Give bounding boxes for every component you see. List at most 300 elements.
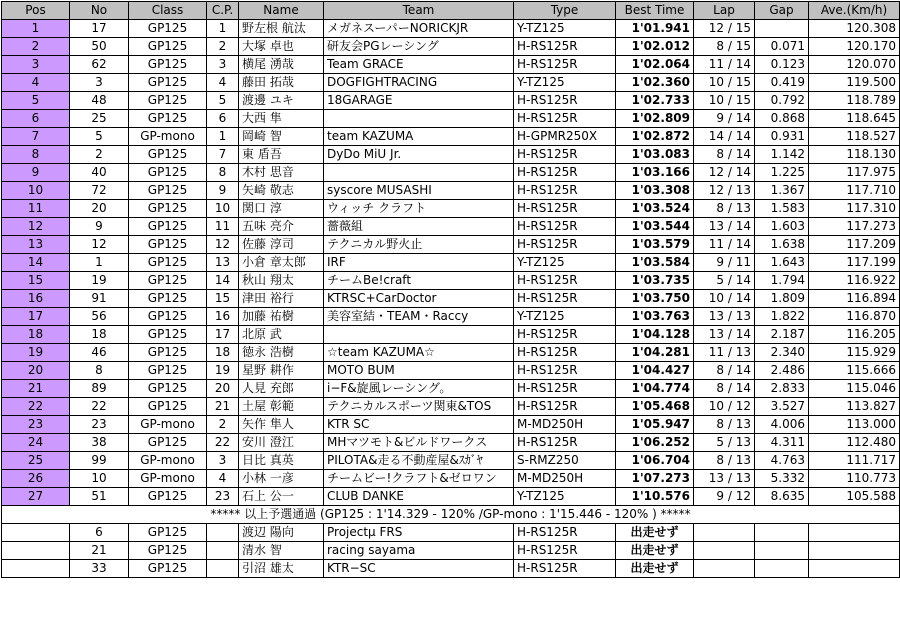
table-row (2, 110, 900, 128)
cell-no: 40 (70, 164, 129, 182)
table-row (2, 398, 900, 416)
cell-pos: 25 (2, 452, 70, 470)
cell-team: i−F&旋風レーシング。 (324, 380, 514, 398)
cell-type: H-RS125R (514, 218, 616, 236)
cell-name: 東 盾吾 (239, 146, 324, 164)
cell-ave: 105.588 (809, 488, 900, 506)
cell-cp: 9 (207, 182, 239, 200)
cell-best-time: 1'03.083 (616, 146, 694, 164)
cell-lap: 8 / 13 (694, 452, 755, 470)
cell-type: M-MD250H (514, 470, 616, 488)
cell-no: 22 (70, 398, 129, 416)
cell-pos: 10 (2, 182, 70, 200)
cell-type: S-RMZ250 (514, 452, 616, 470)
dns-row (2, 560, 900, 578)
table-row (2, 218, 900, 236)
cell-class: GP125 (129, 362, 207, 380)
cell-cp: 12 (207, 236, 239, 254)
cell-best-time: 1'02.360 (616, 74, 694, 92)
cell-gap: 1.809 (755, 290, 809, 308)
table-row (2, 164, 900, 182)
results-table (1, 1, 900, 578)
cell-team: DOGFIGHTRACING (324, 74, 514, 92)
cell-ave (809, 524, 900, 542)
table-row (2, 434, 900, 452)
dns-row (2, 524, 900, 542)
cell-ave: 116.894 (809, 290, 900, 308)
cell-no: 99 (70, 452, 129, 470)
header-gap: Gap (755, 2, 809, 20)
cell-type: H-RS125R (514, 38, 616, 56)
table-row (2, 452, 900, 470)
table-row (2, 74, 900, 92)
cell-name: 加藤 祐樹 (239, 308, 324, 326)
cell-gap: 0.123 (755, 56, 809, 74)
cell-team: メガネスーパーNORICKJR (324, 20, 514, 38)
cell-ave: 116.870 (809, 308, 900, 326)
cell-type: H-RS125R (514, 92, 616, 110)
cell-ave: 118.645 (809, 110, 900, 128)
cell-lap: 9 / 14 (694, 110, 755, 128)
cell-ave: 117.273 (809, 218, 900, 236)
cell-no: 20 (70, 200, 129, 218)
cell-gap: 2.486 (755, 362, 809, 380)
cell-best-time: 出走せず (616, 560, 694, 578)
cell-lap: 14 / 14 (694, 128, 755, 146)
cell-team: DyDo MiU Jr. (324, 146, 514, 164)
table-row (2, 344, 900, 362)
cell-lap: 8 / 14 (694, 146, 755, 164)
cell-cp: 4 (207, 470, 239, 488)
cell-class: GP125 (129, 146, 207, 164)
cell-ave: 113.000 (809, 416, 900, 434)
cell-lap: 13 / 13 (694, 470, 755, 488)
cell-no: 56 (70, 308, 129, 326)
cell-pos: 24 (2, 434, 70, 452)
cell-pos: 18 (2, 326, 70, 344)
cell-ave: 118.527 (809, 128, 900, 146)
cell-no: 9 (70, 218, 129, 236)
cell-class: GP125 (129, 380, 207, 398)
cell-cp: 2 (207, 416, 239, 434)
table-row (2, 290, 900, 308)
cell-team: CLUB DANKE (324, 488, 514, 506)
cell-pos: 13 (2, 236, 70, 254)
cell-no: 17 (70, 20, 129, 38)
cell-name: 大西 隼 (239, 110, 324, 128)
cell-gap: 1.583 (755, 200, 809, 218)
cell-lap: 10 / 15 (694, 92, 755, 110)
table-row (2, 200, 900, 218)
cell-class: GP125 (129, 524, 207, 542)
cell-cp (207, 542, 239, 560)
table-row (2, 362, 900, 380)
cell-type: M-MD250H (514, 416, 616, 434)
cell-cp: 11 (207, 218, 239, 236)
cell-ave: 112.480 (809, 434, 900, 452)
cell-ave: 120.070 (809, 56, 900, 74)
table-row (2, 416, 900, 434)
cell-gap: 0.868 (755, 110, 809, 128)
cell-type: H-RS125R (514, 326, 616, 344)
cell-type: Y-TZ125 (514, 254, 616, 272)
cell-name: 佐藤 淳司 (239, 236, 324, 254)
cell-best-time: 1'03.750 (616, 290, 694, 308)
cell-class: GP125 (129, 308, 207, 326)
cell-ave: 116.922 (809, 272, 900, 290)
cell-name: 徳永 浩樹 (239, 344, 324, 362)
cell-type: Y-TZ125 (514, 74, 616, 92)
cell-best-time: 1'03.308 (616, 182, 694, 200)
cell-name: 北原 武 (239, 326, 324, 344)
cell-team: ☆team KAZUMA☆ (324, 344, 514, 362)
cell-pos: 17 (2, 308, 70, 326)
cell-pos: 27 (2, 488, 70, 506)
cell-type: H-RS125R (514, 344, 616, 362)
cell-best-time: 1'02.872 (616, 128, 694, 146)
cell-ave: 117.975 (809, 164, 900, 182)
cell-best-time: 1'03.524 (616, 200, 694, 218)
cell-type: H-RS125R (514, 524, 616, 542)
cell-pos: 2 (2, 38, 70, 56)
cell-class: GP125 (129, 218, 207, 236)
cell-name: 渡辺 陽向 (239, 524, 324, 542)
cell-ave: 110.773 (809, 470, 900, 488)
cell-cp (207, 560, 239, 578)
cell-class: GP125 (129, 38, 207, 56)
cell-lap: 13 / 13 (694, 308, 755, 326)
cell-ave: 115.666 (809, 362, 900, 380)
cell-lap (694, 524, 755, 542)
cell-type: H-RS125R (514, 542, 616, 560)
header-team: Team (324, 2, 514, 20)
cell-type: H-RS125R (514, 164, 616, 182)
cell-name: 渡邊 ユキ (239, 92, 324, 110)
cell-no: 6 (70, 524, 129, 542)
cell-cp: 2 (207, 38, 239, 56)
table-row (2, 380, 900, 398)
cell-type: Y-TZ125 (514, 20, 616, 38)
cell-team: MHマツモト&ビルドワークス (324, 434, 514, 452)
cell-best-time: 1'05.947 (616, 416, 694, 434)
cell-gap: 4.311 (755, 434, 809, 452)
cell-no: 19 (70, 272, 129, 290)
cell-best-time: 1'04.128 (616, 326, 694, 344)
cell-cp: 23 (207, 488, 239, 506)
cell-lap: 8 / 13 (694, 416, 755, 434)
cell-best-time: 1'03.579 (616, 236, 694, 254)
cell-class: GP-mono (129, 470, 207, 488)
cell-class: GP-mono (129, 452, 207, 470)
cell-best-time: 1'02.809 (616, 110, 694, 128)
qualify-note: ***** 以上予選通過 (GP125 : 1'14.329 - 120% /GP-mono : 1'15.446 - 120% ) ***** (2, 506, 900, 524)
cell-cp: 5 (207, 92, 239, 110)
header-ave: Ave.(Km/h) (809, 2, 900, 20)
cell-class: GP125 (129, 20, 207, 38)
cell-class: GP125 (129, 560, 207, 578)
cell-pos: 20 (2, 362, 70, 380)
cell-pos: 4 (2, 74, 70, 92)
cell-pos: 9 (2, 164, 70, 182)
cell-team: team KAZUMA (324, 128, 514, 146)
cell-pos: 6 (2, 110, 70, 128)
cell-no: 51 (70, 488, 129, 506)
cell-cp: 1 (207, 20, 239, 38)
cell-lap: 5 / 14 (694, 272, 755, 290)
cell-name: 矢作 隼人 (239, 416, 324, 434)
header-pos: Pos (2, 2, 70, 20)
cell-name: 大塚 卓也 (239, 38, 324, 56)
cell-name: 日比 真英 (239, 452, 324, 470)
cell-name: 木村 思音 (239, 164, 324, 182)
table-row (2, 20, 900, 38)
cell-gap (755, 560, 809, 578)
cell-name: 石上 公一 (239, 488, 324, 506)
table-row (2, 254, 900, 272)
cell-pos: 21 (2, 380, 70, 398)
cell-lap: 5 / 13 (694, 434, 755, 452)
cell-best-time: 1'06.252 (616, 434, 694, 452)
cell-ave: 115.929 (809, 344, 900, 362)
table-row (2, 236, 900, 254)
cell-name: 矢崎 敬志 (239, 182, 324, 200)
cell-team: ウィッチ クラフト (324, 200, 514, 218)
cell-no: 62 (70, 56, 129, 74)
cell-team: 薔薇組 (324, 218, 514, 236)
cell-gap (755, 20, 809, 38)
cell-lap: 11 / 14 (694, 56, 755, 74)
cell-type: H-RS125R (514, 272, 616, 290)
cell-pos (2, 542, 70, 560)
cell-cp: 3 (207, 452, 239, 470)
cell-team: racing sayama (324, 542, 514, 560)
cell-type: H-GPMR250X (514, 128, 616, 146)
header-class: Class (129, 2, 207, 20)
cell-cp (207, 524, 239, 542)
cell-team: テクニカル野火止 (324, 236, 514, 254)
cell-gap: 1.794 (755, 272, 809, 290)
cell-team: チームBe!craft (324, 272, 514, 290)
cell-team (324, 164, 514, 182)
cell-no: 38 (70, 434, 129, 452)
cell-no: 21 (70, 542, 129, 560)
cell-ave: 117.710 (809, 182, 900, 200)
cell-best-time: 1'03.584 (616, 254, 694, 272)
cell-gap: 4.763 (755, 452, 809, 470)
cell-no: 10 (70, 470, 129, 488)
cell-name: 野左根 航汰 (239, 20, 324, 38)
cell-type: H-RS125R (514, 290, 616, 308)
cell-best-time: 1'02.733 (616, 92, 694, 110)
cell-name: 津田 裕行 (239, 290, 324, 308)
cell-best-time: 1'04.281 (616, 344, 694, 362)
cell-gap: 4.006 (755, 416, 809, 434)
cell-lap: 13 / 14 (694, 218, 755, 236)
cell-gap (755, 524, 809, 542)
cell-no: 48 (70, 92, 129, 110)
cell-no: 91 (70, 290, 129, 308)
qualify-note-row (2, 506, 900, 524)
table-header (2, 2, 900, 20)
cell-team: 18GARAGE (324, 92, 514, 110)
cell-lap: 12 / 15 (694, 20, 755, 38)
cell-type: Y-TZ125 (514, 308, 616, 326)
cell-no: 50 (70, 38, 129, 56)
cell-cp: 15 (207, 290, 239, 308)
cell-gap: 2.187 (755, 326, 809, 344)
cell-no: 18 (70, 326, 129, 344)
cell-pos: 12 (2, 218, 70, 236)
cell-best-time: 1'07.273 (616, 470, 694, 488)
cell-pos (2, 560, 70, 578)
cell-best-time: 1'02.064 (616, 56, 694, 74)
cell-no: 12 (70, 236, 129, 254)
cell-pos: 26 (2, 470, 70, 488)
cell-class: GP125 (129, 92, 207, 110)
cell-type: H-RS125R (514, 434, 616, 452)
cell-best-time: 1'03.166 (616, 164, 694, 182)
cell-cp: 14 (207, 272, 239, 290)
cell-ave: 111.717 (809, 452, 900, 470)
cell-lap: 10 / 15 (694, 74, 755, 92)
cell-ave: 118.130 (809, 146, 900, 164)
cell-cp: 19 (207, 362, 239, 380)
cell-lap: 12 / 13 (694, 182, 755, 200)
table-row (2, 326, 900, 344)
cell-best-time: 1'01.941 (616, 20, 694, 38)
cell-lap: 8 / 15 (694, 38, 755, 56)
cell-pos: 8 (2, 146, 70, 164)
cell-gap: 0.931 (755, 128, 809, 146)
cell-name: 引沼 雄太 (239, 560, 324, 578)
cell-lap (694, 542, 755, 560)
cell-class: GP125 (129, 200, 207, 218)
cell-team: syscore MUSASHI (324, 182, 514, 200)
cell-name: 星野 耕作 (239, 362, 324, 380)
cell-team (324, 326, 514, 344)
cell-class: GP125 (129, 110, 207, 128)
cell-team: KTR−SC (324, 560, 514, 578)
cell-class: GP-mono (129, 416, 207, 434)
cell-gap: 1.142 (755, 146, 809, 164)
cell-pos: 23 (2, 416, 70, 434)
cell-gap (755, 542, 809, 560)
cell-lap: 10 / 12 (694, 398, 755, 416)
cell-cp: 10 (207, 200, 239, 218)
table-row (2, 182, 900, 200)
cell-team: 美容室結・TEAM・Raccy (324, 308, 514, 326)
cell-class: GP125 (129, 542, 207, 560)
cell-best-time: 1'02.012 (616, 38, 694, 56)
cell-class: GP125 (129, 326, 207, 344)
table-row (2, 488, 900, 506)
cell-class: GP125 (129, 488, 207, 506)
cell-team: 研友会PGレーシング (324, 38, 514, 56)
cell-cp: 8 (207, 164, 239, 182)
cell-type: H-RS125R (514, 398, 616, 416)
cell-gap: 0.792 (755, 92, 809, 110)
cell-pos: 5 (2, 92, 70, 110)
header-lap: Lap (694, 2, 755, 20)
cell-name: 横尾 湧哉 (239, 56, 324, 74)
cell-lap: 9 / 11 (694, 254, 755, 272)
cell-best-time: 出走せず (616, 524, 694, 542)
cell-gap: 1.225 (755, 164, 809, 182)
cell-class: GP125 (129, 290, 207, 308)
cell-gap: 3.527 (755, 398, 809, 416)
cell-team: MOTO BUM (324, 362, 514, 380)
cell-gap: 2.833 (755, 380, 809, 398)
cell-cp: 21 (207, 398, 239, 416)
table-row (2, 272, 900, 290)
cell-pos: 14 (2, 254, 70, 272)
cell-pos: 1 (2, 20, 70, 38)
cell-cp: 13 (207, 254, 239, 272)
cell-name: 清水 智 (239, 542, 324, 560)
cell-pos: 16 (2, 290, 70, 308)
cell-class: GP125 (129, 254, 207, 272)
cell-type: H-RS125R (514, 56, 616, 74)
cell-best-time: 1'03.544 (616, 218, 694, 236)
cell-name: 秋山 翔太 (239, 272, 324, 290)
cell-ave: 113.827 (809, 398, 900, 416)
cell-best-time: 1'03.763 (616, 308, 694, 326)
cell-cp: 6 (207, 110, 239, 128)
cell-team: KTRSC+CarDoctor (324, 290, 514, 308)
cell-pos: 22 (2, 398, 70, 416)
cell-lap: 11 / 13 (694, 344, 755, 362)
cell-gap: 5.332 (755, 470, 809, 488)
cell-team (324, 110, 514, 128)
cell-team: KTR SC (324, 416, 514, 434)
table-row (2, 128, 900, 146)
cell-gap: 8.635 (755, 488, 809, 506)
cell-name: 安川 澄江 (239, 434, 324, 452)
cell-no: 3 (70, 74, 129, 92)
cell-pos: 3 (2, 56, 70, 74)
cell-ave: 120.308 (809, 20, 900, 38)
cell-lap: 13 / 14 (694, 326, 755, 344)
cell-pos (2, 524, 70, 542)
cell-lap: 9 / 12 (694, 488, 755, 506)
header-type: Type (514, 2, 616, 20)
cell-lap: 11 / 14 (694, 236, 755, 254)
cell-best-time: 1'03.735 (616, 272, 694, 290)
cell-best-time: 1'10.576 (616, 488, 694, 506)
cell-type: H-RS125R (514, 110, 616, 128)
cell-class: GP125 (129, 272, 207, 290)
cell-class: GP125 (129, 182, 207, 200)
cell-cp: 4 (207, 74, 239, 92)
cell-gap: 2.340 (755, 344, 809, 362)
results-body (2, 20, 900, 578)
cell-team: Projectμ FRS (324, 524, 514, 542)
cell-ave: 118.789 (809, 92, 900, 110)
cell-gap: 1.367 (755, 182, 809, 200)
cell-gap: 1.643 (755, 254, 809, 272)
cell-class: GP125 (129, 344, 207, 362)
cell-cp: 22 (207, 434, 239, 452)
cell-name: 土屋 彰範 (239, 398, 324, 416)
cell-name: 小倉 章太郎 (239, 254, 324, 272)
cell-team: PILOTA&走る不動産屋&ｽｶﾞﾔ (324, 452, 514, 470)
cell-name: 五味 亮介 (239, 218, 324, 236)
cell-cp: 18 (207, 344, 239, 362)
cell-class: GP125 (129, 56, 207, 74)
cell-name: 小林 一彦 (239, 470, 324, 488)
cell-no: 72 (70, 182, 129, 200)
cell-ave (809, 542, 900, 560)
